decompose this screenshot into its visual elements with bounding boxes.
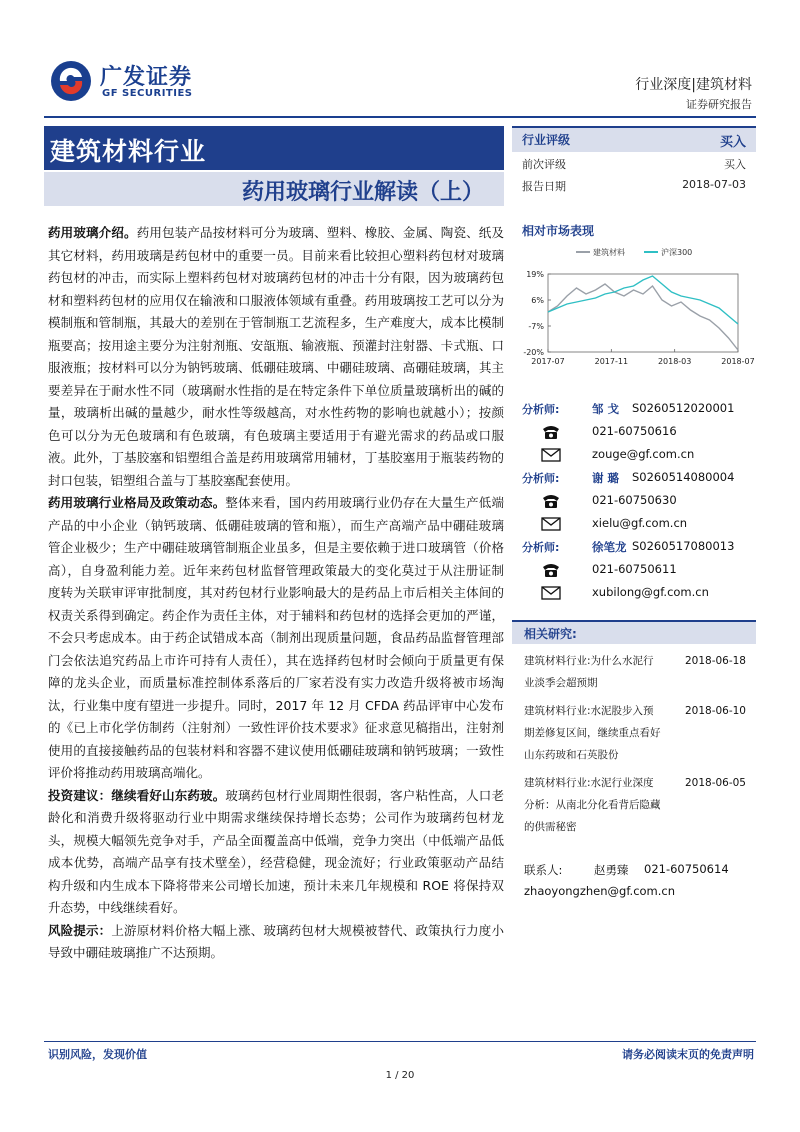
relative-performance-chart (512, 240, 756, 370)
paragraph-investment (48, 785, 504, 920)
related-item-date: 2018-06-05 (684, 777, 746, 789)
paragraph-text: 整体来看，国内药用玻璃行业仍存在大量生产低端产品的中小企业（钠钙玻璃、低硼硅玻璃的管和瓶），而生产高端产品中硼硅玻璃管企业极少；生产中硼硅玻璃管制瓶企业虽多，但是主要依赖于进口玻璃管（价格高），自身盈利能力差。近年来药包材监督管理政策最大的变化莫过于从注册证制度转为关联审评审批制度，其对药包材行业影响最大的是药品上市后相关主体间的权责关系得到确定。药企作为责任主体，对于辅料和药包材的选择会更加的严谨，不会只考虑成本。由于药企试错成本高（制剂出现质量问题，食品药品监督管理部门会依法追究药品上市许可持有人责任），其在选择药包材时会倾向于质量更有保障的龙头企业，而质量标准控制体系落后的厂家若没有实力改造升级将被市场淘汰，行业集中度有望进一步提升。同时，2017 年 12 月 CFDA 药品评审中心发布的《已上市化学仿制药（注射剂）一致性评价技术要求》征求意见稿指出，注射剂使用的直接接触药品的包装材料和容器不建议使用低硼硅玻璃和钠钙玻璃；一致性评价将推动药用玻璃高端化。 (48, 495, 504, 780)
related-item[interactable] (524, 650, 756, 694)
analyst-email[interactable]: zouge@gf.com.cn (592, 447, 695, 461)
analyst-email-row (522, 513, 756, 536)
footer-divider (44, 1041, 756, 1042)
related-item[interactable] (524, 772, 756, 838)
contact-block (524, 862, 756, 906)
company-logo (48, 58, 218, 108)
paragraph-text: 上游原材料价格大幅上涨、玻璃药包材大规模被替代、政策执行力度小导致中硼硅玻璃推广不达预期。 (48, 922, 504, 960)
report-summary (48, 222, 504, 965)
gf-logo-icon (48, 58, 94, 104)
paragraph-risk (48, 920, 504, 965)
analyst-email[interactable]: xielu@gf.com.cn (592, 516, 688, 530)
mail-icon (540, 446, 562, 464)
series-line (548, 284, 738, 350)
analyst-row (522, 467, 756, 490)
paragraph-intro (48, 222, 504, 492)
analyst-label: 分析师: (522, 403, 560, 416)
industry-bar (44, 126, 504, 170)
analyst-license: S0260512020001 (632, 401, 735, 415)
paragraph-heading: 投资建议：继续看好山东药玻。 (48, 787, 226, 803)
phone-icon (540, 423, 562, 441)
analyst-label: 分析师: (522, 472, 560, 485)
report-date-value: 2018-07-03 (682, 178, 746, 191)
rating-header (512, 126, 756, 152)
report-type: 行业深度|建筑材料 (635, 77, 752, 93)
industry-title: 建筑材料行业 (50, 137, 207, 166)
related-item-title[interactable]: 建筑材料行业:为什么水泥行业淡季会超预期 (524, 655, 654, 689)
analyst-name: 邹 戈 (592, 402, 620, 416)
analyst-name: 谢 璐 (592, 471, 620, 485)
prev-rating-label: 前次评级 (522, 158, 566, 171)
x-tick-label: 2018-03 (657, 357, 692, 366)
logo-text-en: GF SECURITIES (102, 88, 193, 99)
footer-disclaimer: 请务必阅读末页的免责声明 (622, 1048, 754, 1061)
analyst-phone-row (522, 421, 756, 444)
chart-title: 相对市场表现 (522, 224, 595, 238)
analyst-phone: 021-60750616 (592, 424, 677, 438)
analyst-row (522, 398, 756, 421)
analyst-name: 徐笔龙 (592, 540, 627, 554)
related-list (512, 650, 756, 838)
phone-icon (540, 492, 562, 510)
footer-slogan: 识别风险，发现价值 (48, 1048, 147, 1061)
analyst-email-row (522, 444, 756, 467)
legend-label: 建筑材料 (593, 248, 625, 257)
analyst-email[interactable]: xubilong@gf.com.cn (592, 585, 709, 599)
analyst-email-row (522, 582, 756, 605)
contact-name: 赵勇臻 (594, 863, 629, 877)
report-date-label: 报告日期 (522, 180, 566, 193)
analyst-list (522, 398, 756, 605)
x-tick-label: 2017-11 (594, 357, 629, 366)
logo-text-cn: 广发证券 (100, 65, 193, 90)
plot-frame (548, 274, 738, 352)
header-divider (44, 116, 756, 118)
rating-value: 买入 (719, 135, 746, 150)
contact-email[interactable]: zhaoyongzhen@gf.com.cn (524, 884, 676, 898)
mail-icon (540, 584, 562, 602)
related-item-title[interactable]: 建筑材料行业:水泥股步入预期差修复区间，继续重点看好山东药玻和石英股份 (524, 705, 661, 761)
y-tick-label: 19% (526, 270, 544, 279)
y-tick-label: 6% (531, 296, 544, 305)
paragraph-heading: 药用玻璃介绍。 (48, 225, 137, 240)
related-title: 相关研究: (524, 627, 577, 641)
contact-phone: 021-60750614 (644, 862, 729, 876)
rating-label: 行业评级 (522, 133, 571, 147)
analyst-phone: 021-60750630 (592, 493, 677, 507)
analyst-phone: 021-60750611 (592, 562, 677, 576)
rating-box (512, 126, 756, 198)
paragraph-heading: 药用玻璃行业格局及政策动态。 (48, 495, 226, 510)
related-item-title[interactable]: 建筑材料行业:水泥行业深度分析：从南北分化看背后隐藏的供需秘密 (524, 777, 661, 833)
analyst-license: S0260517080013 (632, 539, 735, 553)
related-header (512, 620, 756, 644)
paragraph-text: 玻璃药包材行业周期性很弱，客户粘性高，人口老龄化和消费升级将驱动行业中期需求继续保持增长态势；公司作为玻璃药包材龙头，规模大幅领先竞争对手，产品全面覆盖高中低端，竞争力突出（中低端产品低成本优势，高端产品享有技术壁垒），经营稳健，现金流好；行业政策驱动产品结构升级和内生成本下降将带来公司增长加速，预计未来几年规模和 ROE 将保持双升态势，中线继续看好。 (48, 787, 504, 915)
paragraph-landscape (48, 492, 504, 785)
analyst-phone-row (522, 559, 756, 582)
prev-rating-value: 买入 (724, 158, 746, 171)
analyst-phone-row (522, 490, 756, 513)
report-title: 药用玻璃行业解读（上） (241, 180, 484, 205)
y-tick-label: -7% (528, 322, 544, 331)
paragraph-text: 药用包装产品按材料可分为玻璃、塑料、橡胶、金属、陶瓷、纸及其它材料，药用玻璃是药包材中的重要一员。目前来看比较担心塑料药包材对玻璃药包材的冲击，而实际上塑料药包材对玻璃药包材的冲击十分有限，因为玻璃药包材和塑料药包材的应用仅在输液和口服液体领域有重叠。药用玻璃按工艺可以分为模制瓶和管制瓶，其最大的差别在于管制瓶工艺流程多，生产难度大，成本比模制瓶要高；按用途主要分为注射剂瓶、安瓿瓶、输液瓶、预灌封注射器、卡式瓶、口服液瓶；按材料可以分为钠钙玻璃、低硼硅玻璃、中硼硅玻璃、高硼硅玻璃，其主要差异在于耐水性不同（玻璃耐水性指的是在特定条件下单位质量玻璃析出的碱的量，玻璃析出碱的量越少，耐水性等级越高，对水性药物的影响也就越小）；按颜色可以分为无色玻璃和有色玻璃，有色玻璃主要适用于有避光需求的药品或口服液。此外，丁基胶塞和铝塑组合盖是药用玻璃常用辅材，丁基胶塞用于瓶装药物的封口包装，铝塑组合盖与丁基胶塞配套使用。 (48, 225, 504, 488)
series-line (548, 276, 738, 324)
analyst-row (522, 536, 756, 559)
mail-icon (540, 515, 562, 533)
related-item-date: 2018-06-10 (684, 705, 746, 717)
legend-label: 沪深300 (661, 248, 693, 257)
related-item-date: 2018-06-18 (684, 655, 746, 667)
paragraph-heading: 风险提示： (48, 922, 112, 938)
related-research (512, 620, 756, 838)
analyst-license: S0260514080004 (632, 470, 735, 484)
title-banner (44, 126, 504, 206)
phone-icon (540, 561, 562, 579)
contact-label: 联系人: (524, 863, 563, 877)
related-item[interactable] (524, 700, 756, 766)
y-tick-label: -20% (523, 348, 544, 357)
x-tick-label: 2018-07 (721, 357, 755, 366)
x-tick-label: 2017-07 (531, 357, 565, 366)
report-title-bar (44, 172, 504, 206)
page-number: 1 / 20 (385, 1070, 415, 1081)
analyst-label: 分析师: (522, 541, 560, 554)
report-subtype: 证券研究报告 (686, 98, 752, 111)
